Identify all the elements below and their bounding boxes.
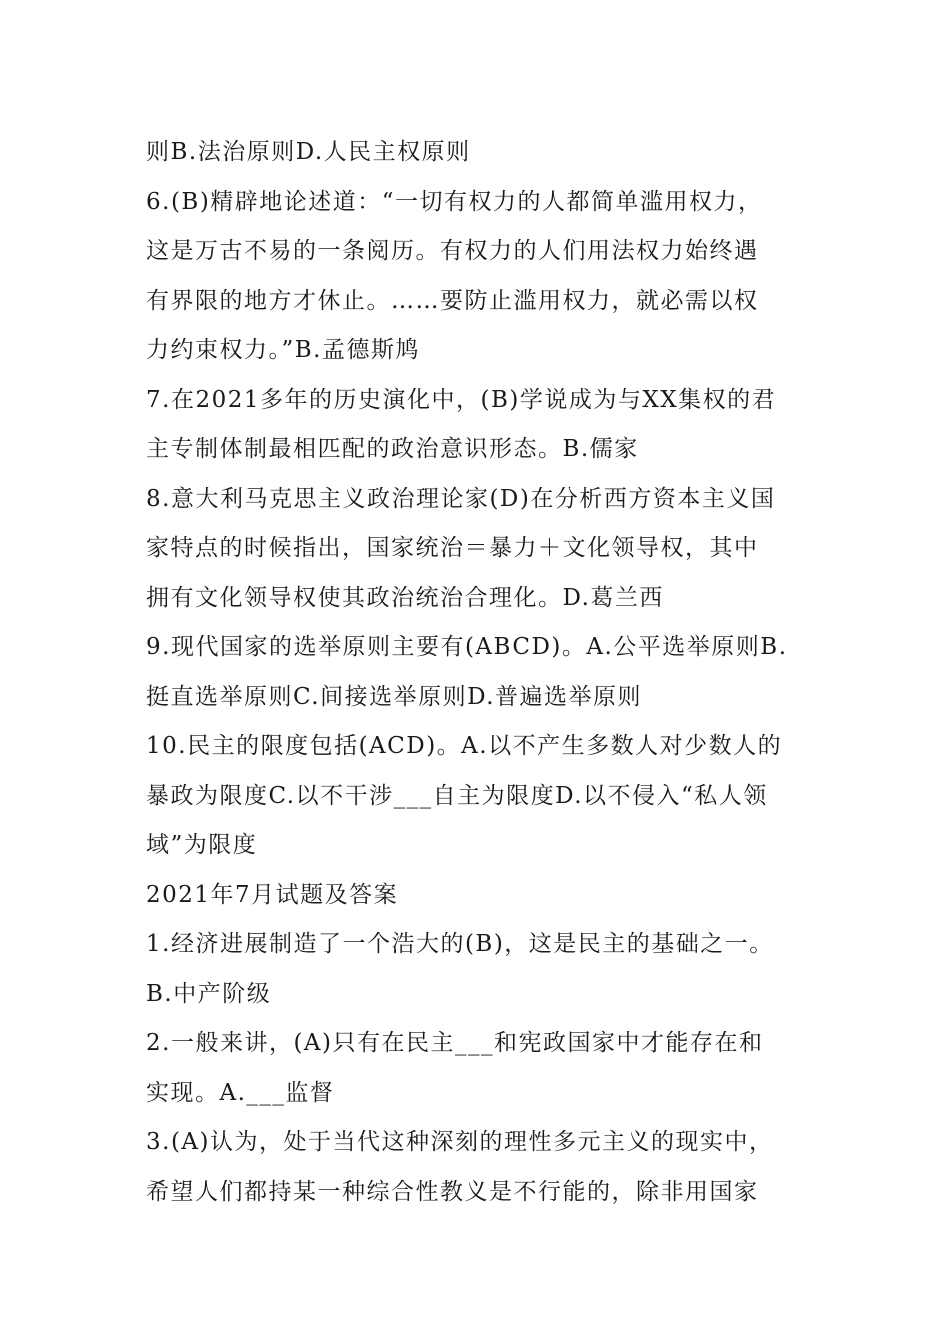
section-heading: 2021年7月试题及答案 — [146, 882, 399, 908]
text-line: 家特点的时候指出，国家统治＝暴力＋文化领导权，其中 — [146, 535, 759, 561]
text-line: 域”为限度 — [146, 832, 258, 858]
text-line: 9.现代国家的选举原则主要有(ABCD)。A.公平选举原则B. — [146, 634, 788, 660]
text-line: 力约束权力。”B.孟德斯鸠 — [146, 337, 420, 363]
text-line: 有界限的地方才休止。……要防止滥用权力，就必需以权 — [146, 288, 759, 314]
text-line: 3.(A)认为，处于当代这种深刻的理性多元主义的现实中， — [146, 1129, 774, 1155]
text-line: 这是万古不易的一条阅历。有权力的人们用法权力始终遇 — [146, 238, 759, 264]
text-line: 暴政为限度C.以不干涉___自主为限度D.以不侵入“私人领 — [146, 783, 768, 809]
text-line: 拥有文化领导权使其政治统治合理化。D.葛兰西 — [146, 585, 664, 611]
text-line: 实现。A.___监督 — [146, 1080, 335, 1106]
text-line: 8.意大利马克思主义政治理论家(D)在分析西方资本主义国 — [146, 486, 776, 512]
text-line: 挺直选举原则C.间接选举原则D.普遍选举原则 — [146, 684, 643, 710]
text-line: 6.(B)精辟地论述道：“一切有权力的人都简单滥用权力， — [146, 189, 763, 215]
text-line: 2.一般来讲，(A)只有在民主___和宪政国家中才能存在和 — [146, 1030, 764, 1056]
text-line: 1.经济进展制造了一个浩大的(B)，这是民主的基础之一。 — [146, 931, 774, 957]
text-line: 则B.法治原则D.人民主权原则 — [146, 139, 471, 165]
text-line: 7.在2021多年的历史演化中，(B)学说成为与XX集权的君 — [146, 387, 777, 413]
text-line: 10.民主的限度包括(ACD)。A.以不产生多数人对少数人的 — [146, 733, 783, 759]
text-line: B.中产阶级 — [146, 981, 272, 1007]
text-line: 主专制体制最相匹配的政治意识形态。B.儒家 — [146, 436, 639, 462]
text-line: 希望人们都持某一种综合性教义是不行能的，除非用国家 — [146, 1179, 759, 1205]
